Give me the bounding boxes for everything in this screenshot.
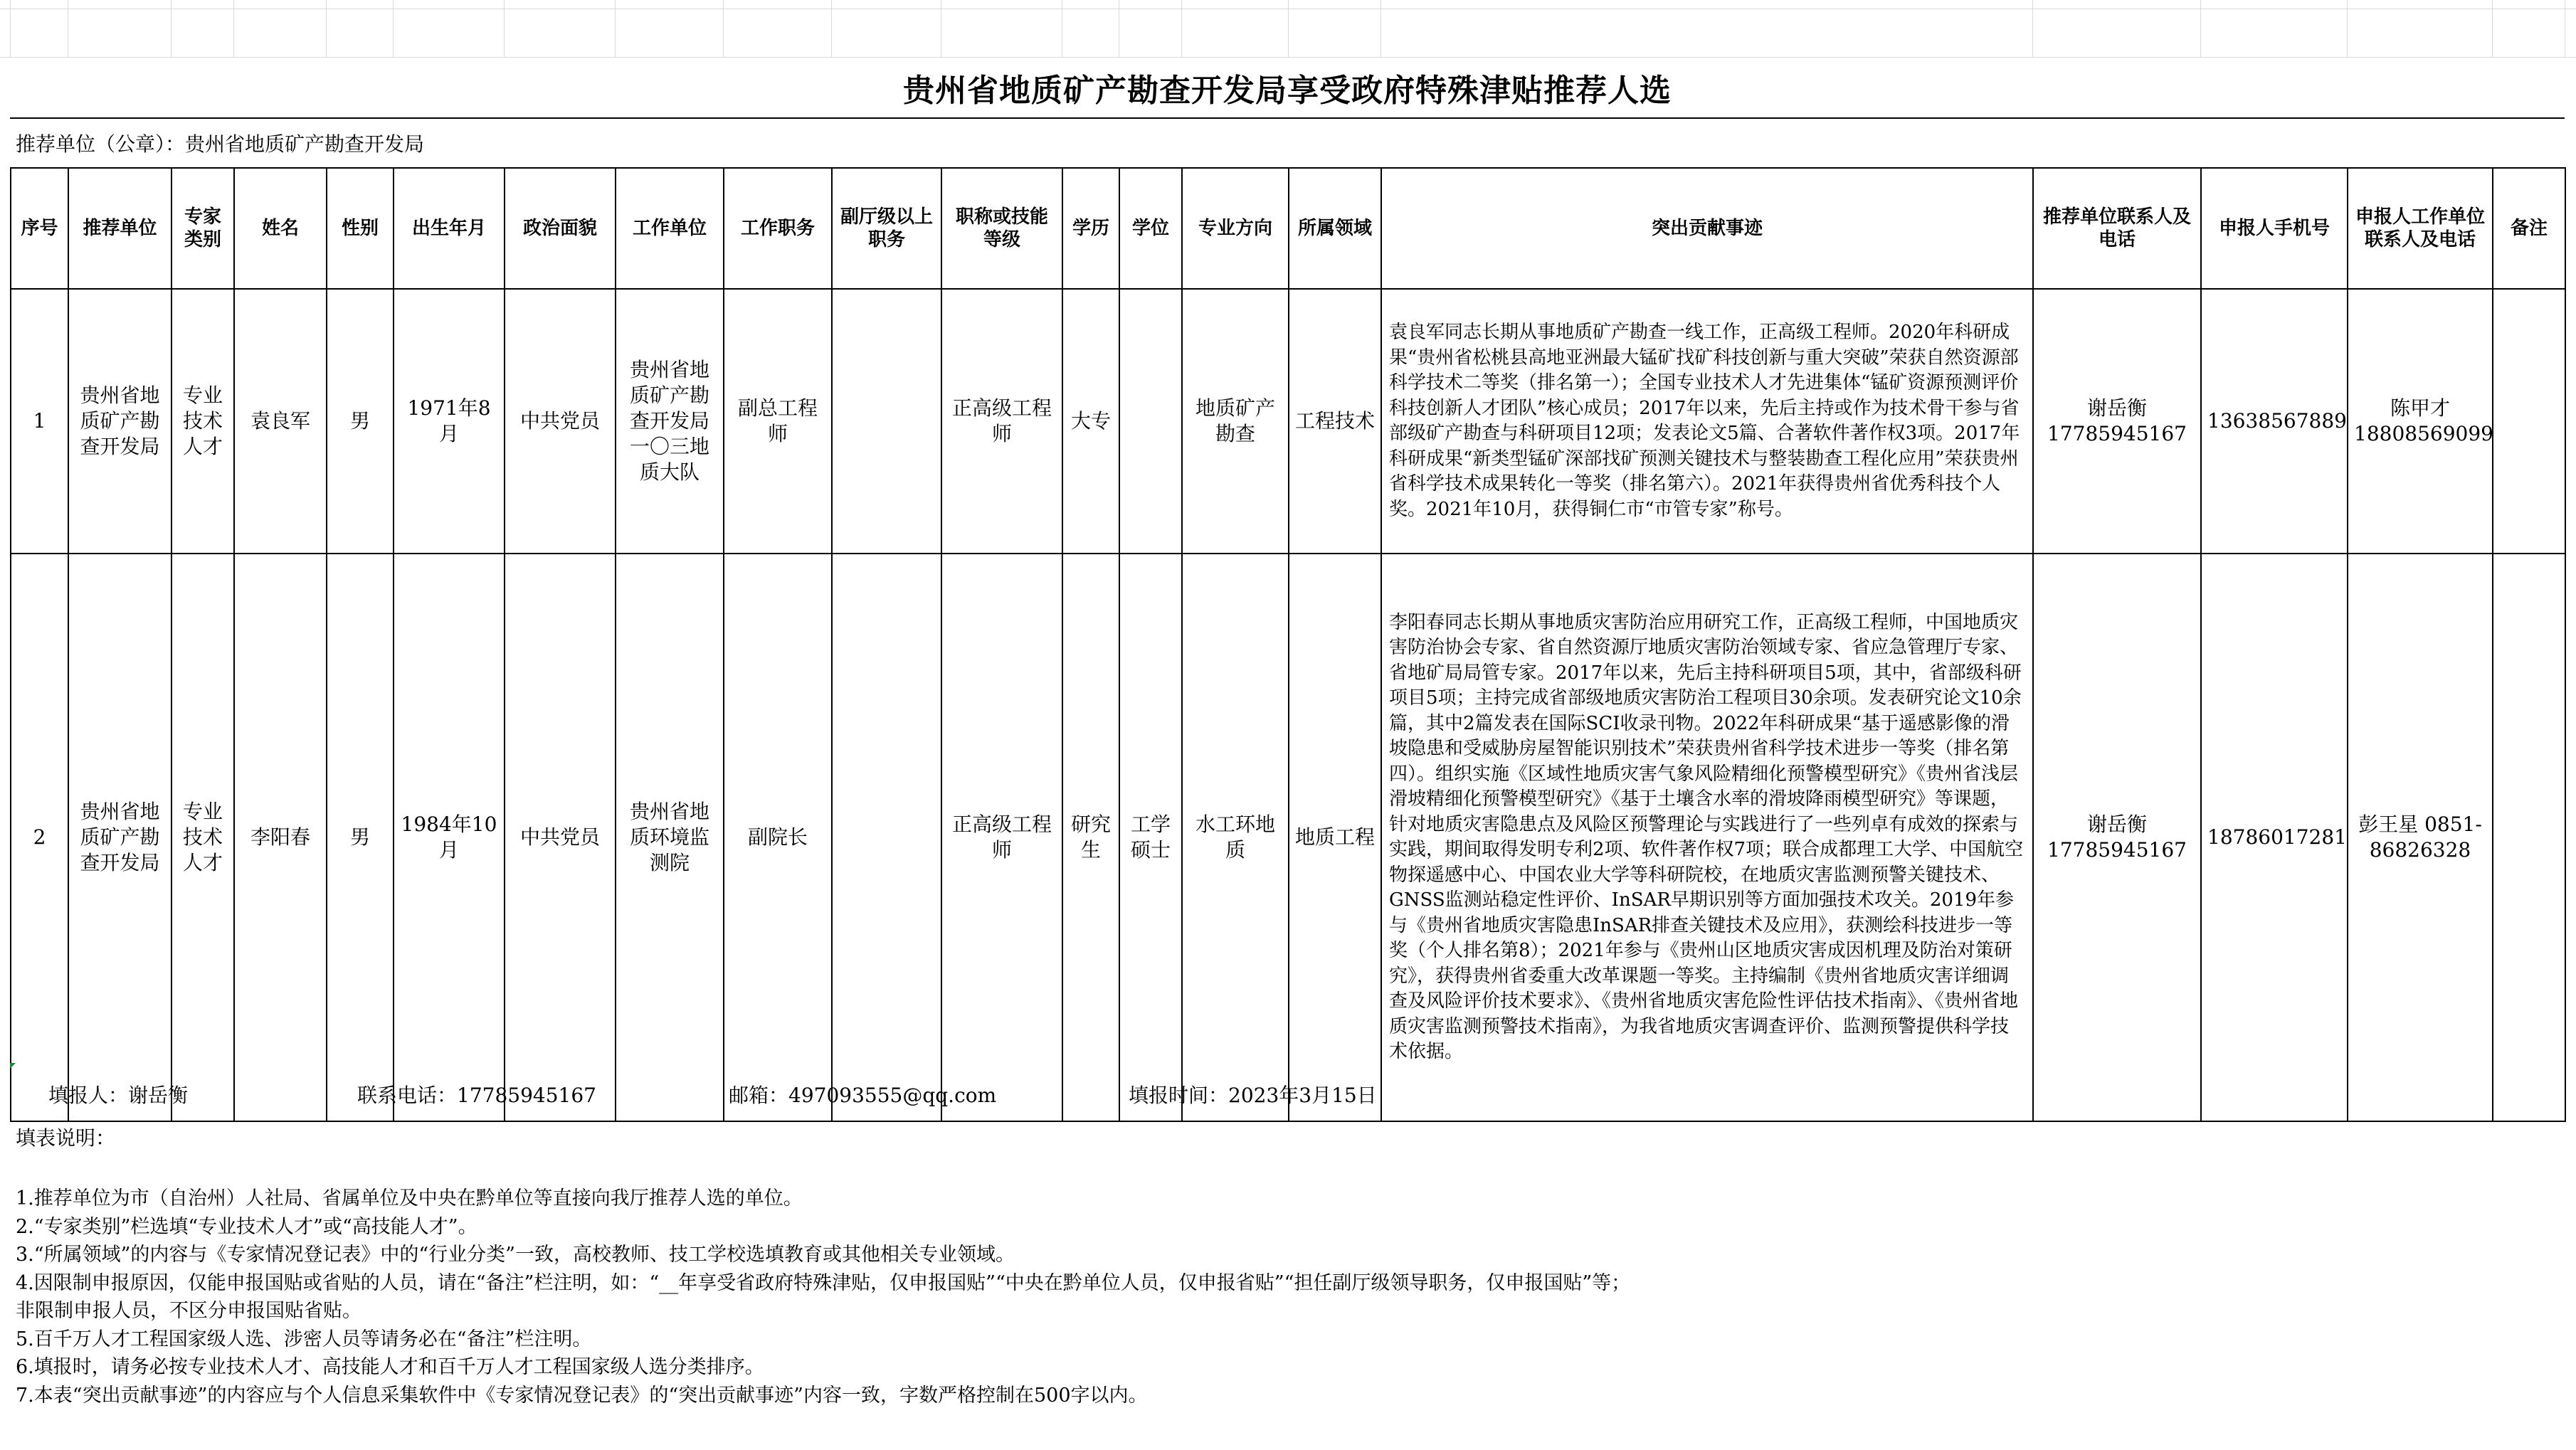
cell-major[interactable]: 水工环地质 <box>1182 554 1289 1121</box>
cell-title[interactable]: 正高级工程师 <box>941 554 1062 1121</box>
cell-work-unit[interactable]: 贵州省地质矿产勘查开发局一〇三地质大队 <box>616 289 724 554</box>
header-title[interactable]: 职称或技能等级 <box>941 168 1062 289</box>
header-work-unit[interactable]: 工作单位 <box>616 168 724 289</box>
header-applicant-unit-contact[interactable]: 申报人工作单位联系人及电话 <box>2348 168 2493 289</box>
header-unit[interactable]: 推荐单位 <box>68 168 171 289</box>
header-position[interactable]: 工作职务 <box>724 168 832 289</box>
header-gender[interactable]: 性别 <box>327 168 394 289</box>
sheet-gridline <box>1288 0 1289 57</box>
cell-gender[interactable]: 男 <box>327 554 394 1121</box>
cell-birth[interactable]: 1971年8月 <box>394 289 505 554</box>
cell-remark[interactable] <box>2493 554 2565 1121</box>
sheet-gridline <box>2347 0 2348 57</box>
fill-time-cell[interactable] <box>1129 1067 1377 1121</box>
cell-rank[interactable] <box>832 554 941 1121</box>
header-major[interactable]: 专业方向 <box>1182 168 1289 289</box>
note-line[interactable]: 5.百千万人才工程国家级人选、涉密人员等请务必在“备注”栏注明。 <box>16 1328 592 1350</box>
cell-comment-marker-icon <box>10 1063 16 1069</box>
cell-degree[interactable] <box>1119 289 1182 554</box>
note-line[interactable]: 4.因限制申报原因，仅能申报国贴或省贴的人员，请在“备注”栏注明，如：“__年享受省政府特殊津贴，仅申报国贴”“中央在黔单位人员，仅申报省贴”“担任副厅级领导职务，仅申报国贴”等； <box>16 1271 1631 1294</box>
sheet-gridline <box>504 0 505 57</box>
contact-phone-text: 联系电话：17785945167 <box>357 1083 596 1107</box>
table-header-row <box>11 168 2565 289</box>
note-line[interactable]: 7.本表“突出贡献事迹”的内容应与个人信息采集软件中《专家情况登记表》的“突出贡献事迹”内容一致，字数严格控制在500字以内。 <box>16 1384 1148 1407</box>
cell-major[interactable]: 地质矿产勘查 <box>1182 289 1289 554</box>
header-rank[interactable]: 副厅级以上职务 <box>832 168 941 289</box>
cell-contribution[interactable]: 李阳春同志长期从事地质灾害防治应用研究工作，正高级工程师，中国地质灾害防治协会专家、省自然资源厅地质灾害防治领域专家、省应急管理厅专家、省地矿局局管专家。2017年以来，先后主持科研项目5项，其中，省部级科研项目5项；主持完成省部级地质灾害防治工程项目30余项。发表研究论文10余篇，其中2篇发表在国际SCI收录刊物。2022年科研成果“基于遥感影像的滑坡隐患和受威胁房屋智能识别技术”荣获贵州省科学技术进步一等奖（排名第四）。组织实施《区域性地质灾害气象风险精细化预警模型研究》《贵州省浅层滑坡精细化预警模型研究》《基于土壤含水率的滑坡降雨模型研究》等课题，针对地质灾害隐患点及风险区预警理论与实践进行了一些列卓有成效的探索与实践，期间取得发明专利2项、软件著作权7项；联合成都理工大学、中国航空物探遥感中心、中国农业大学等科研院校，在地质灾害监测预警关键技术、GNSS监测站稳定性评价、InSAR早期识别等方面加强技术攻关。2019年参与《贵州省地质灾害隐患InSAR排查关键技术及应用》，获测绘科技进步一等奖（个人排名第8）；2021年参与《贵州山区地质灾害成因机理及防治对策研究》，获得贵州省委重大改革课题一等奖。主持编制《贵州省地质灾害详细调查及风险评价技术要求》、《贵州省地质灾害危险性评估技术指南》、《贵州省地质灾害监测预警技术指南》，为我省地质灾害调查评价、监测预警提供科学技术依据。 <box>1381 554 2033 1121</box>
sheet-gridline <box>326 0 327 57</box>
header-remark[interactable]: 备注 <box>2493 168 2565 289</box>
cell-seq[interactable]: 2 <box>11 554 68 1121</box>
header-contribution[interactable]: 突出贡献事迹 <box>1381 168 2033 289</box>
header-political[interactable]: 政治面貌 <box>505 168 616 289</box>
cell-rank[interactable] <box>832 289 941 554</box>
cell-remark[interactable] <box>2493 289 2565 554</box>
cell-applicant-unit-contact[interactable]: 彭王星 0851-86826328 <box>2348 554 2493 1121</box>
cell-expert-type[interactable]: 专业技术人才 <box>171 289 234 554</box>
recommending-unit-text: 推荐单位（公章）：贵州省地质矿产勘查开发局 <box>16 132 425 156</box>
cell-degree[interactable]: 工学硕士 <box>1119 554 1182 1121</box>
cell-phone[interactable]: 18786017281 <box>2201 554 2348 1121</box>
cell-unit-contact[interactable]: 谢岳衡 17785945167 <box>2033 554 2201 1121</box>
header-education[interactable]: 学历 <box>1062 168 1119 289</box>
cell-unit[interactable]: 贵州省地质矿产勘查开发局 <box>68 289 171 554</box>
sheet-gridline <box>1181 0 1182 57</box>
filler-cell[interactable] <box>48 1067 188 1121</box>
header-expert-type[interactable]: 专家类别 <box>171 168 234 289</box>
header-unit-contact[interactable]: 推荐单位联系人及电话 <box>2033 168 2201 289</box>
fill-time-text: 填报时间：2023年3月15日 <box>1129 1083 1377 1107</box>
notes-title[interactable]: 填表说明： <box>16 1126 116 1150</box>
header-field[interactable]: 所属领域 <box>1289 168 1381 289</box>
filler-text: 填报人：谢岳衡 <box>48 1083 189 1107</box>
note-line[interactable]: 6.填报时，请务必按专业技术人才、高技能人才和百千万人才工程国家级人选分类排序。 <box>16 1356 764 1378</box>
sheet-gridline <box>10 0 11 57</box>
header-degree[interactable]: 学位 <box>1119 168 1182 289</box>
cell-position[interactable]: 副院长 <box>724 554 832 1121</box>
sheet-gridline <box>723 0 724 57</box>
cell-gender[interactable]: 男 <box>327 289 394 554</box>
candidate-table <box>10 167 2566 1122</box>
sheet-gridline <box>2200 0 2201 57</box>
cell-position[interactable]: 副总工程师 <box>724 289 832 554</box>
header-name[interactable]: 姓名 <box>234 168 327 289</box>
cell-field[interactable]: 地质工程 <box>1289 554 1381 1121</box>
cell-unit[interactable]: 贵州省地质矿产勘查开发局 <box>68 554 171 1121</box>
note-line[interactable]: 2.“专家类别”栏选填“专业技术人才”或“高技能人才”。 <box>16 1215 477 1238</box>
sheet-gridline <box>615 0 616 57</box>
cell-birth[interactable]: 1984年10月 <box>394 554 505 1121</box>
sheet-gridline <box>393 0 394 57</box>
cell-phone[interactable]: 13638567889 <box>2201 289 2348 554</box>
cell-field[interactable]: 工程技术 <box>1289 289 1381 554</box>
cell-political[interactable]: 中共党员 <box>505 289 616 554</box>
cell-expert-type[interactable]: 专业技术人才 <box>171 554 234 1121</box>
cell-applicant-unit-contact[interactable]: 陈甲才 18808569099 <box>2348 289 2493 554</box>
cell-political[interactable]: 中共党员 <box>505 554 616 1121</box>
header-phone[interactable]: 申报人手机号 <box>2201 168 2348 289</box>
table-row <box>11 554 2565 1121</box>
cell-work-unit[interactable]: 贵州省地质环境监测院 <box>616 554 724 1121</box>
contact-phone-cell[interactable] <box>357 1067 596 1121</box>
cell-title[interactable]: 正高级工程师 <box>941 289 1062 554</box>
notes-list <box>16 1185 2549 1409</box>
sheet-gridline <box>2492 0 2493 57</box>
cell-education[interactable]: 大专 <box>1062 289 1119 554</box>
note-line[interactable]: 1.推荐单位为市（自治州）人社局、省属单位及中央在黔单位等直接向我厅推荐人选的单位。 <box>16 1187 803 1210</box>
note-line[interactable]: 非限制申报人员，不区分申报国贴省贴。 <box>16 1300 361 1322</box>
cell-name[interactable]: 李阳春 <box>234 554 327 1121</box>
cell-education[interactable]: 研究生 <box>1062 554 1119 1121</box>
note-line[interactable]: 3.“所属领域”的内容与《专家情况登记表》中的“行业分类”一致，高校教师、技工学校选填教育或其他相关专业领域。 <box>16 1244 1015 1266</box>
sheet-gridline <box>233 0 234 57</box>
table-row <box>11 289 2565 554</box>
recommending-unit-cell[interactable] <box>10 117 2565 167</box>
sheet-gridline <box>2032 0 2033 57</box>
cell-contribution[interactable]: 袁良军同志长期从事地质矿产勘查一线工作，正高级工程师。2020年科研成果“贵州省松桃县高地亚洲最大锰矿找矿科技创新与重大突破”荣获自然资源部科学技术二等奖（排名第一）；全国专业技术人才先进集体“锰矿资源预测评价科技创新人才团队”核心成员；2017年以来，先后主持或作为技术骨干参与省部级矿产勘查与科研项目12项；发表论文5篇、合著软件著作权3项。2017年科研成果“新类型锰矿深部找矿预测关键技术与整装勘查工程化应用”荣获贵州省科学技术成果转化一等奖（排名第六）。2021年获得贵州省优秀科技个人奖。2021年10月，获得铜仁市“市管专家”称号。 <box>1381 289 2033 554</box>
form-title[interactable]: 贵州省地质矿产勘查开发局享受政府特殊津贴推荐人选 <box>903 72 1672 109</box>
sheet-gridline <box>831 0 832 57</box>
header-birth[interactable]: 出生年月 <box>394 168 505 289</box>
header-seq[interactable]: 序号 <box>11 168 68 289</box>
cell-unit-contact[interactable]: 谢岳衡 17785945167 <box>2033 289 2201 554</box>
cell-name[interactable]: 袁良军 <box>234 289 327 554</box>
cell-seq[interactable]: 1 <box>11 289 68 554</box>
email-cell[interactable] <box>729 1067 996 1121</box>
email-text: 邮箱：497093555@qq.com <box>729 1083 997 1107</box>
